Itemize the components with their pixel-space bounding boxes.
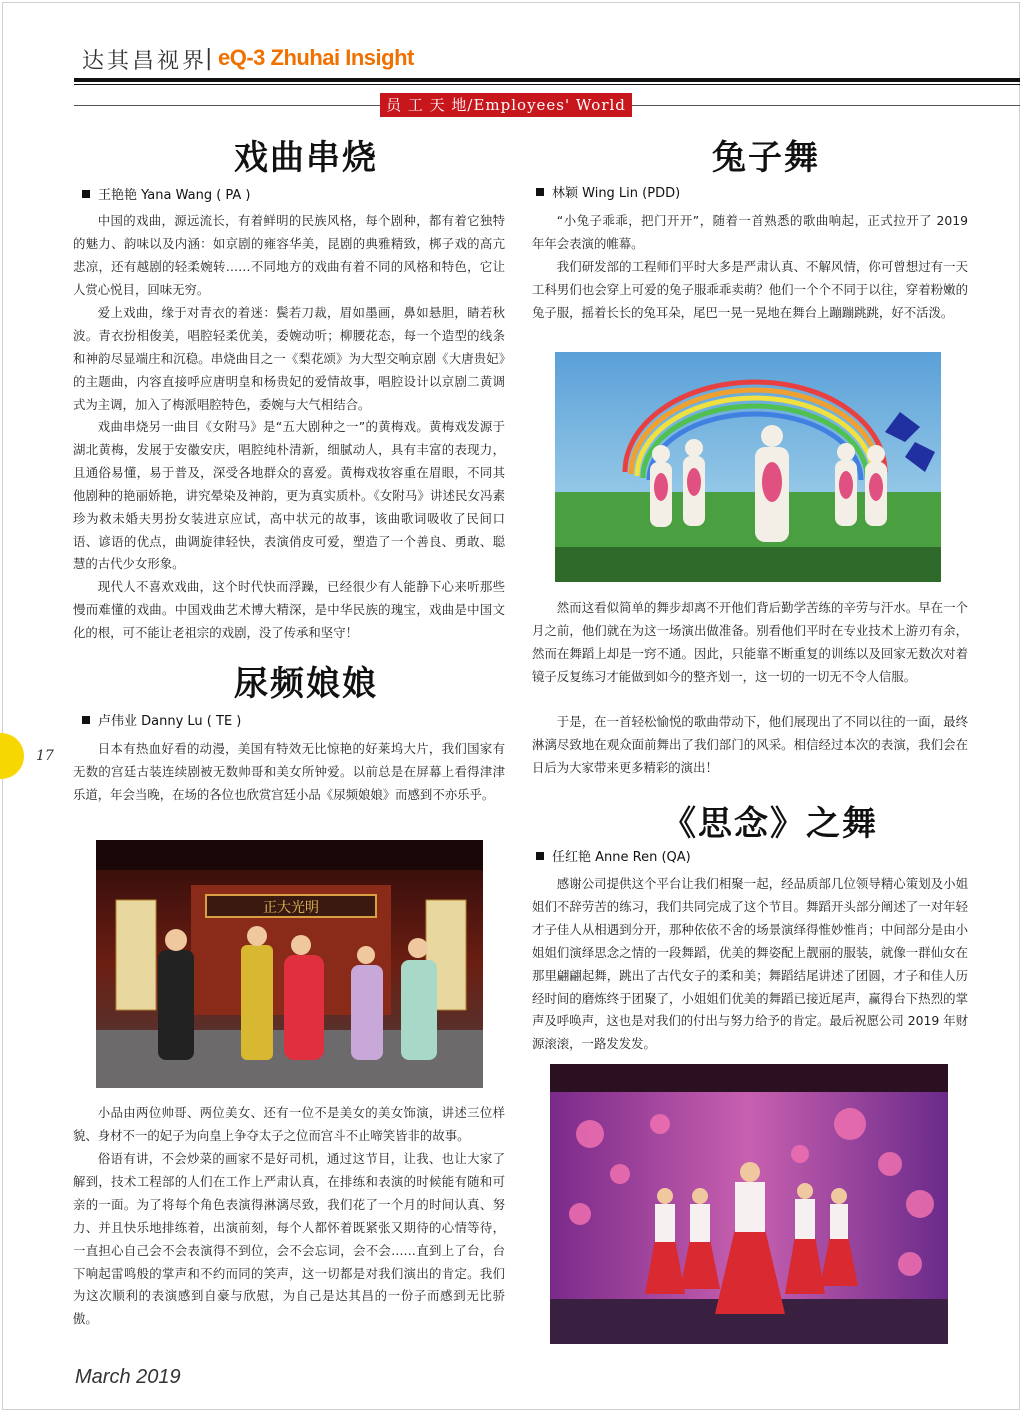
- bullet-square-icon: [82, 190, 90, 198]
- paragraph: 感谢公司提供这个平台让我们相聚一起，经品质部几位领导精心策划及小姐姐们不辞劳苦的练习，我们共同完成了这个节目。舞蹈开头部分阐述了一对年轻才子佳人从相遇到分开，那种依依不舍的场景演绎得惟妙惟肖；中间部分是由小姐姐们演绎思念之情的一段舞蹈，优美的舞姿配上靓丽的服装，就像一群仙女在那里翩翩起舞，跳出了古代女子的柔和美；舞蹈结尾讲述了团圆，才子和佳人历经时间的磨炼终于团聚了，小姐姐们优美的舞蹈已接近尾声，赢得台下热烈的掌声及呼唤声，这也是对我们的付出与努力给予的肯定。最后祝愿公司 2019 年财源滚滚，一路发发发。: [532, 876, 968, 1052]
- section-tag: 员 工 天 地/Employees' World: [380, 93, 632, 117]
- paragraph: 俗语有讲，不会炒菜的画家不是好司机，通过这节目，让我、也让大家了解到，技术工程部的人们在工作上严肃认真，在排练和表演的时候能有随和可亲的一面。为了将每个角色表演得淋漓尽致，我们花了一个月的时间认真、努力、并且快乐地排练着，出演前刻，每个人都怀着既紧张又期待的心情等待，一直担心自己会不会表演得不到位，会不会忘词，会不会……直到上了台，台下响起雷鸣般的掌声和不约而同的笑声，这一切都是对我们演出的肯定。我们为这次顺利的表演感到自豪与欣慰，为自己是达其昌的一份子而感到无比骄傲。: [73, 1151, 505, 1327]
- paragraph: 然而这看似简单的舞步却离不开他们背后勤学苦练的辛劳与汗水。早在一个月之前，他们就在为这一场演出做准备。别看他们平时在专业技术上游刃有余，然而在舞蹈上却是一窍不通。因此，只能靠不断重复的训练以及回家无数次对着镜子反复练习才能做到如今的整齐划一，这一切的一切无不令人信服。: [532, 600, 968, 684]
- header-rule-thin: [74, 84, 1020, 85]
- bullet-square-icon: [536, 852, 544, 860]
- paragraph: 我们研发部的工程师们平时大多是严肃认真、不解风情，你可曾想过有一天工科男们也会穿上可爱的兔子服乖乖卖萌？他们一个个不同于以往，穿着粉嫩的兔子服，摇着长长的兔耳朵，尾巴一晃一晃地在舞台上蹦蹦跳跳，好不活泼。: [532, 259, 968, 320]
- article-title-rabbit: 兔子舞: [712, 138, 820, 178]
- title-separator: |: [205, 46, 213, 71]
- byline-opera: [82, 184, 251, 203]
- plaque-text: 正大光明: [263, 900, 319, 916]
- byline-text: 任红艳 Anne Ren (QA): [552, 850, 691, 865]
- magazine-title-cn: 达其昌视界: [82, 49, 208, 74]
- photo-sinian-dance: [550, 1064, 948, 1344]
- paragraph: 日本有热血好看的动漫，美国有特效无比惊艳的好莱坞大片，我们国家有无数的宫廷古装连续剧被无数帅哥和美女所钟爱。以前总是在屏幕上看得津津乐道，年会当晚，在场的各位也欣赏宫廷小品《尿频娘娘》而感到不亦乐乎。: [73, 741, 505, 802]
- byline-rabbit: [536, 182, 680, 201]
- footer-date: March 2019: [75, 1366, 181, 1388]
- paragraph: 中国的戏曲，源远流长，有着鲜明的民族风格，每个剧种，都有着它独特的魅力、韵味以及内涵：如京剧的雍容华美，昆剧的典雅精致，梆子戏的高亢悲凉，还有越剧的轻柔婉转……不同地方的戏曲有着不同的风格和特色，它让人赏心悦目，回味无穷。: [73, 213, 505, 297]
- header-rule-thick: [74, 78, 1020, 82]
- paragraph: 小品由两位帅哥、两位美女、还有一位不是美女的美女饰演，讲述三位样貌、身材不一的妃子为向皇上争夺太子之位而宫斗不止啼笑皆非的故事。: [73, 1105, 505, 1143]
- paragraph: 现代人不喜欢戏曲，这个时代快而浮躁，已经很少有人能静下心来听那些慢而难懂的戏曲。中国戏曲艺术博大精深，是中华民族的瑰宝，戏曲是中国文化的根，可不能让老祖宗的戏剧，没了传承和坚守！: [73, 579, 505, 640]
- article-title-sinian: 《思念》之舞: [662, 804, 878, 844]
- byline-text: 卢伟业 Danny Lu ( TE ): [98, 714, 242, 729]
- article-title-opera: 戏曲串烧: [234, 138, 378, 178]
- page-number: 17: [36, 748, 54, 764]
- byline-sinian: [536, 846, 691, 865]
- byline-text: 王艳艳 Yana Wang ( PA ): [98, 188, 251, 203]
- paragraph: 戏曲串烧另一曲目《女附马》是“五大剧种之一”的黄梅戏。黄梅戏发源于湖北黄梅，发展于安徽安庆，唱腔纯朴清新，细腻动人，具有丰富的表现力，且通俗易懂，易于普及，深受各地群众的喜爱。黄梅戏妆容重在眉眼，不同其他剧种的艳丽娇艳，讲究晕染及神韵，更为真实质朴。《女附马》讲述民女冯素珍为救未婚夫男扮女装进京应试，高中状元的故事，该曲歌词吸收了民间口语、谚语的优点，曲调旋律轻快，表演俏皮可爱，塑造了一个善良、勇敢、聪慧的古代少女形象。: [73, 419, 505, 572]
- byline-text: 林颖 Wing Lin (PDD): [552, 186, 681, 201]
- bullet-square-icon: [82, 716, 90, 724]
- paragraph: “小兔子乖乖，把门开开”，随着一首熟悉的歌曲响起，正式拉开了 2019 年年会表演的帷幕。: [532, 213, 968, 251]
- photo-palace-skit: [96, 840, 483, 1088]
- bullet-square-icon: [536, 188, 544, 196]
- byline-niangniang: [82, 710, 241, 729]
- magazine-title-en: eQ-3 Zhuhai Insight: [218, 45, 414, 70]
- article-title-niangniang: 尿频娘娘: [234, 664, 378, 704]
- photo-rabbit-dance: [555, 352, 941, 582]
- paragraph: 于是，在一首轻松愉悦的歌曲带动下，他们展现出了不同以往的一面，最终淋漓尽致地在观众面前舞出了我们部门的风采。相信经过本次的表演，我们会在日后为大家带来更多精彩的演出！: [532, 714, 968, 775]
- paragraph: 爱上戏曲，缘于对青衣的着迷：鬓若刀裁，眉如墨画，鼻如悬胆，睛若秋波。青衣扮相俊美，唱腔轻柔优美，委婉动听；柳腰花态，每一个造型的线条和神韵尽显端庄和沉稳。串烧曲目之一《梨花颂》为大型交响京剧《大唐贵妃》的主题曲，内容直接呼应唐明皇和杨贵妃的爱情故事，唱腔设计以京剧二黄调式为主调，加入了梅派唱腔特色，委婉与大气相结合。: [73, 305, 505, 412]
